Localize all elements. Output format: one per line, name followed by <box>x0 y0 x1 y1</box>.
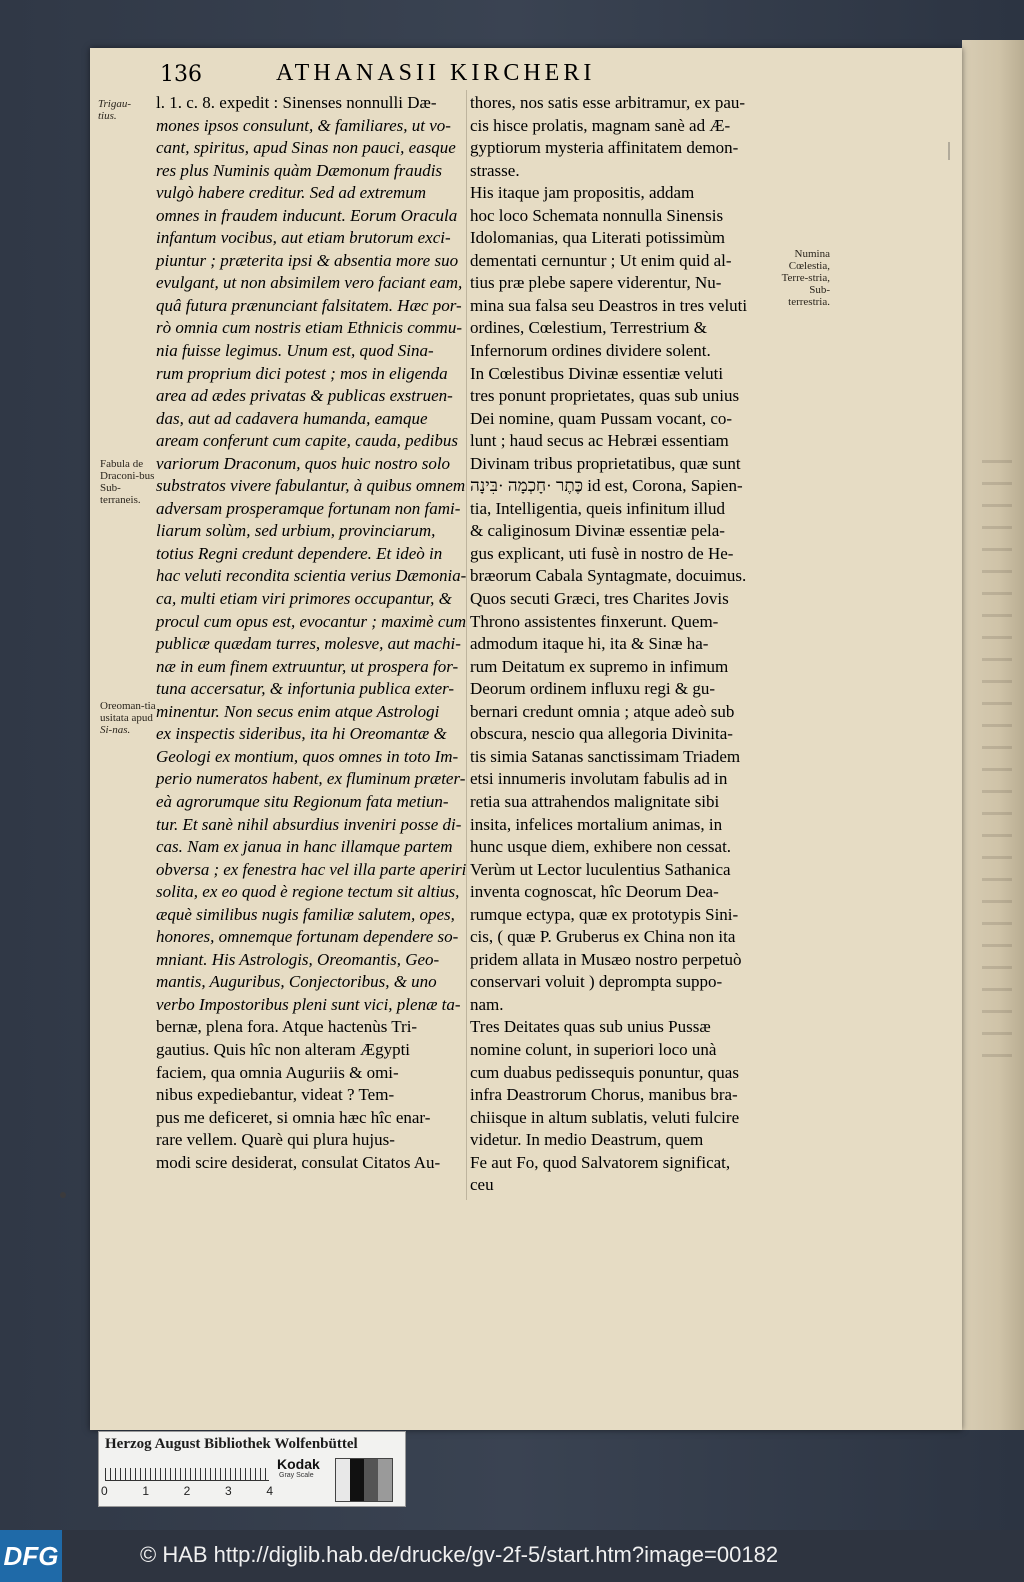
text-line: In Cœlestibus Divinæ essentiæ veluti <box>470 363 724 383</box>
text-line: Deorum ordinem influxu regi & gu- <box>470 679 716 699</box>
scale-numbers <box>101 1484 273 1498</box>
text-line: substratos vivere fabulantur, à quibus omnem <box>156 476 466 496</box>
text-line: tur. Et sanè nihil absurdius inveniri posse di- <box>156 814 462 834</box>
text-line: piuntur ; præterita ipsi & absentia more suo <box>156 250 459 270</box>
footer-bar <box>0 1530 1024 1582</box>
text-line: l. 1. c. 8. expedit : Sinenses nonnulli Dæ- <box>156 93 437 112</box>
bleed-through <box>982 460 1012 1060</box>
text-line: ca, multi etiam viri primores occupantur, & <box>156 589 452 609</box>
text-line: strasse. <box>470 160 520 180</box>
text-line: perio numeratos habent, ex fluminum præter- <box>156 769 466 789</box>
margin-note-fabula: Fabula de Draconi-bus Sub-terraneis. <box>100 458 155 506</box>
gray-patches <box>335 1458 393 1502</box>
text-line: hoc loco Schemata nonnulla Sinensis <box>470 205 724 225</box>
text-line: obversa ; ex fenestra hac vel illa parte aperiri <box>156 859 467 879</box>
left-text-column <box>156 92 466 1174</box>
column-divider <box>466 90 467 1200</box>
text-line: His itaque jam propositis, addam <box>470 183 695 203</box>
text-line: evulgant, ut non absimilem vero faciant eam, <box>156 273 463 293</box>
text-line: das, aut ad cadavera humanda, eamque <box>156 408 428 428</box>
copyright-credit[interactable]: © HAB http://diglib.hab.de/drucke/gv-2f-5/start.htm?image=00182 <box>140 1542 779 1567</box>
text-line: dementati cernuntur ; Ut enim quid al- <box>470 250 732 270</box>
text-line: mina sua falsa seu Deastros in tres veluti <box>470 295 748 315</box>
text-line: כֶּתֶר ·חָכְמָה ·בִּינָה id est, Corona, Sapien- <box>470 476 743 496</box>
text-line: minentur. Non secus enim atque Astrologi <box>156 701 440 721</box>
text-line: variorum Draconum, quos huic nostro solo <box>156 453 451 473</box>
text-line: admodum itaque hi, ita & Sinæ ha- <box>470 634 709 654</box>
scale-ruler <box>105 1460 269 1481</box>
text-line: tia, Intelligentia, queis infinitum illud <box>470 498 725 518</box>
text-line: area ad ædes privatas & publicas exstruen- <box>156 386 453 406</box>
text-line: liarum solùm, sed urbium, provinciarum, <box>156 521 436 541</box>
text-line: honores, omnemque fortunam dependere so- <box>156 927 459 947</box>
text-line: modi scire desiderat, consulat Citatos Au- <box>156 1152 441 1172</box>
running-title: ATHANASII KIRCHERI <box>276 60 596 86</box>
text-line: mones ipsos consulunt, & familiares, ut vo- <box>156 115 451 135</box>
dfg-logo: DFG <box>0 1530 62 1582</box>
library-name: Herzog August Bibliothek Wolfenbüttel <box>105 1436 358 1452</box>
text-line: thores, nos satis esse arbitramur, ex pau- <box>470 93 746 112</box>
text-line: gautius. Quis hîc non alteram Ægypti <box>156 1039 411 1059</box>
text-line: rumque ectypa, quæ ex prototypis Sini- <box>470 904 739 924</box>
margin-note-oreomantia-italic: Si-nas. <box>100 724 131 736</box>
text-line: obscura, nescio qua allegoria Divinita- <box>470 724 733 744</box>
text-line: procul cum opus est, evocantur ; maximè cum <box>156 611 467 631</box>
text-line: publicæ quædam turres, molesve, aut machi- <box>156 634 461 654</box>
text-line: totius Regni credunt dependere. Et ideò in <box>156 543 443 563</box>
text-line: ceu <box>470 1175 494 1195</box>
text-line: etsi innumeris involutam fabulis ad in <box>470 769 728 789</box>
text-line: Fe aut Fo, quod Salvatorem significat, <box>470 1152 731 1172</box>
text-line: hunc usque diem, exhibere non cessat. <box>470 837 732 857</box>
text-line: Tres Deitates quas sub unius Pussæ <box>470 1017 711 1037</box>
scale-tick: 2 <box>183 1484 191 1498</box>
text-line: nam. <box>470 994 504 1014</box>
text-line: næ in eum finem extruuntur, ut prospera for- <box>156 656 459 676</box>
text-line: vulgò habere creditur. Sed ad extremum <box>156 183 427 203</box>
text-line: ex inspectis sideribus, ita hi Oreomantæ & <box>156 724 447 744</box>
text-line: tres ponunt proprietates, quas sub unius <box>470 386 740 406</box>
text-line: pus me deficeret, si omnia hæc hîc enar- <box>156 1107 431 1127</box>
text-line: nibus expediebantur, videat ? Tem- <box>156 1085 395 1105</box>
text-line: bernari credunt omnia ; atque adeò sub <box>470 701 735 721</box>
text-line: Quos secuti Græci, tres Charites Jovis <box>470 589 729 609</box>
text-line: lunt ; haud secus ac Hebræi essentiam <box>470 431 729 451</box>
text-line: faciem, qua omnia Auguriis & omi- <box>156 1062 399 1082</box>
margin-note-numina: Numina Cœlestia, Terre-stria, Sub-terrestria. <box>781 248 830 308</box>
text-line: æquè similibus nugis familiæ salutem, opes, <box>156 904 455 924</box>
text-line: Dei nomine, quam Pussam vocant, co- <box>470 408 733 428</box>
text-line: pridem allata in Musæo nostro perpetuò <box>470 949 742 969</box>
text-line: videtur. In medio Deastrum, quem <box>470 1130 704 1150</box>
page-mark <box>948 142 960 160</box>
text-line: rum proprium dici potest ; mos in eligenda <box>156 363 448 383</box>
text-line: rare vellem. Quarè qui plura hujus- <box>156 1130 395 1150</box>
text-line: chiisque in altum sublatis, veluti fulcire <box>470 1107 740 1127</box>
scale-tick: 3 <box>224 1484 232 1498</box>
scale-tick: 1 <box>142 1484 150 1498</box>
text-line: Infernorum ordines dividere solent. <box>470 341 711 361</box>
text-line: & caliginosum Divinæ essentiæ pela- <box>470 521 725 541</box>
text-line: mantis, Auguribus, Conjectoribus, & uno <box>156 972 437 992</box>
text-line: aream conferunt cum capite, cauda, pedibus <box>156 431 458 451</box>
margin-note-oreomantia-text: Oreoman-tia usitata apud <box>100 700 156 724</box>
text-line: tis simia Satanas sanctissimam Triadem <box>470 746 741 766</box>
text-line: cis hisce prolatis, magnam sanè ad Æ- <box>470 115 731 135</box>
text-line: nia fuisse legimus. Unum est, quod Sina- <box>156 341 434 361</box>
right-text-column <box>470 92 768 1197</box>
facing-page-edge <box>962 40 1024 1430</box>
text-line: cas. Nam ex janua in hanc illamque partem <box>156 837 453 857</box>
gray-scale-label: Gray Scale <box>279 1472 314 1479</box>
text-line: gus explicant, uti fusè in nostro de He- <box>470 543 734 563</box>
text-line: solita, ex eo quod è regione tectum sit altius, <box>156 882 460 902</box>
text-line: retia sua attrahendos malignitate sibi <box>470 791 720 811</box>
text-line: rum Deitatum ex supremo in infimum <box>470 656 729 676</box>
text-line: hac veluti recondita scientia verius Dæmonia- <box>156 566 467 586</box>
text-line: bernæ, plena fora. Atque hactenùs Tri- <box>156 1017 418 1037</box>
text-line: infantum vocibus, aut etiam brutorum exci- <box>156 228 451 248</box>
text-line: omnes in fraudem inducunt. Eorum Oracula <box>156 205 458 225</box>
text-line: tius præ plebe sapere viderentur, Nu- <box>470 273 722 293</box>
text-line: Throno assistentes finxerunt. Quem- <box>470 611 719 631</box>
page-number: 136 <box>160 62 202 87</box>
text-line: verbo Impostoribus pleni sunt vici, plenæ ta- <box>156 994 461 1014</box>
scale-tick: 0 <box>101 1484 108 1498</box>
text-line: tuna accersatur, & infortunia publica exter- <box>156 679 455 699</box>
text-line: gyptiorum mysteria affinitatem demon- <box>470 138 739 158</box>
color-scale-card <box>98 1431 406 1507</box>
text-line: ordines, Cœlestium, Terrestrium & <box>470 318 707 338</box>
text-line: Idolomanias, qua Literati potissimùm <box>470 228 725 248</box>
page-header <box>160 60 810 96</box>
text-line: cant, spiritus, apud Sinas non pauci, easque <box>156 138 456 158</box>
text-line: inventa cognoscat, hîc Deorum Dea- <box>470 882 719 902</box>
text-line: res plus Numinis quàm Dæmonum fraudis <box>156 160 443 180</box>
text-line: Geologi ex montium, quos omnes in toto Im- <box>156 746 459 766</box>
text-line: conservari voluit ) deprompta suppo- <box>470 972 723 992</box>
margin-note-oreomantia <box>100 700 156 736</box>
text-line: Divinam tribus proprietatibus, quæ sunt <box>470 453 741 473</box>
text-line: nomine colunt, in superiori loco unà <box>470 1039 717 1059</box>
text-line: rò omnia cum nostris etiam Ethnicis commu- <box>156 318 462 338</box>
ink-smudge <box>60 1192 66 1198</box>
text-line: mniant. His Astrologis, Oreomantis, Geo- <box>156 949 440 969</box>
text-line: adversam prosperamque fortunam non fami- <box>156 498 461 518</box>
text-line: cum duabus pedissequis ponuntur, quas <box>470 1062 739 1082</box>
margin-note-trigautius: Trigau-tius. <box>98 98 132 122</box>
kodak-logo: Kodak <box>277 1456 320 1472</box>
text-line: Verùm ut Lector luculentius Sathanica <box>470 859 731 879</box>
scale-tick: 4 <box>266 1484 273 1498</box>
text-line: quâ futura prænunciant falsitatem. Hæc por- <box>156 295 462 315</box>
text-line: eà agrorumque situ Regionum fata metiun- <box>156 791 449 811</box>
text-line: insita, infelices mortalium animas, in <box>470 814 723 834</box>
text-line: bræorum Cabala Syntagmate, docuimus. <box>470 566 747 586</box>
text-line: infra Deastrorum Chorus, manibus bra- <box>470 1085 738 1105</box>
text-line: cis, ( quæ P. Gruberus ex China non ita <box>470 927 736 947</box>
